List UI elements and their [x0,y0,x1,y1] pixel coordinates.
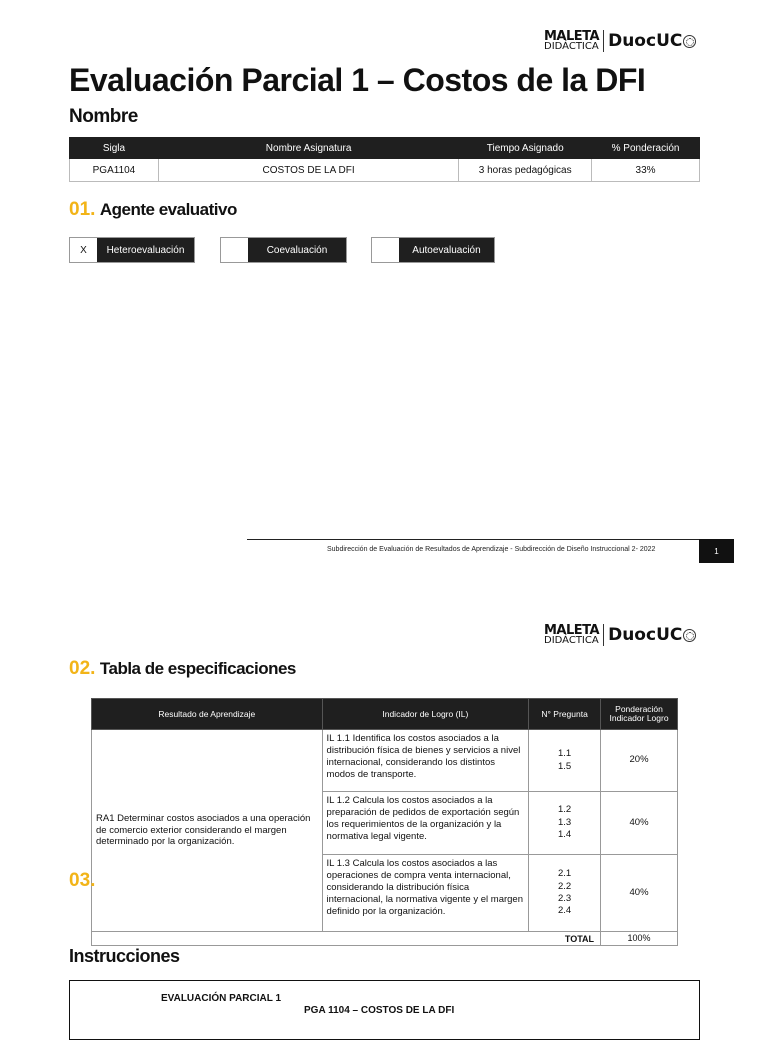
table-row [92,730,678,792]
question-number: 2.1 [558,868,572,880]
seal-icon [683,35,696,48]
cell-preguntas [529,855,601,932]
cell-indicador: IL 1.2 Calcula los costos asociados a la preparación de pedidos de exportación según los requerimientos de la organización y la normativa legal vigente. [322,792,529,855]
section-number-03: 03. [69,870,96,891]
name-label: Nombre [69,106,138,127]
page-title: Evaluación Parcial 1 – Costos de la DFI [69,62,646,98]
question-number: 1.5 [558,760,572,772]
section-number: 01. [69,199,96,220]
question-number: 2.2 [558,880,572,892]
cell-preguntas [529,730,601,792]
section-agente-heading [69,199,237,221]
agent-checkbox[interactable] [372,238,399,262]
cell-sigla: PGA1104 [70,159,159,182]
cell-nombre-asignatura: COSTOS DE LA DFI [158,159,458,182]
logo-maleta-text: MALETA [544,28,600,44]
header-n-pregunta: N° Pregunta [529,699,601,730]
logo-maleta-text: MALETA [544,622,600,638]
question-number: 1.4 [558,829,572,841]
agent-label: Autoevaluación [399,238,494,262]
question-number: 1.3 [558,816,572,828]
agent-heteroevaluacion[interactable] [69,237,195,263]
instructions-box [69,980,700,1040]
section-title: Tabla de especificaciones [99,659,296,678]
cell-ponderacion: 20% [601,730,678,792]
section-title: Agente evaluativo [99,200,237,219]
logo-duoc-text: DuocUC [608,625,683,645]
cell-preguntas [529,792,601,855]
page-number: 1 [699,539,734,563]
duoc-logo [544,624,696,646]
header-indicador-logro: Indicador de Logro (IL) [322,699,529,730]
total-value: 100% [601,932,678,946]
question-number: 1.1 [558,748,572,760]
instructions-line1: EVALUACIÓN PARCIAL 1 [161,993,282,1004]
question-number: 2.3 [558,893,572,904]
duoc-logo [544,30,696,52]
course-info-table [69,137,700,182]
instructions-line2: PGA 1104 – COSTOS DE LA DFI [304,1005,455,1016]
agent-autoevaluacion[interactable] [371,237,495,263]
total-label: TOTAL [322,932,601,946]
cell-tiempo-asignado: 3 horas pedagógicas [459,159,592,182]
footer-text: Subdirección de Evaluación de Resultados de Aprendizaje - Subdirección de Diseño Instruccional 2- 2022 [327,546,656,553]
logo-didactica-text: DIDÁCTICA [544,41,599,53]
section-number: 02. [69,658,96,679]
header-resultado-aprendizaje: Resultado de Aprendizaje [92,699,323,730]
cell-ponderacion: 33% [592,159,700,182]
section-especificaciones-heading [69,658,296,680]
specification-table [91,698,678,946]
footer-divider [247,539,699,540]
table-row [70,159,700,182]
agent-label: Heteroevaluación [97,238,194,262]
seal-icon [683,629,696,642]
question-number: 2.4 [558,905,572,917]
agent-checkbox[interactable] [221,238,248,262]
header-nombre-asignatura: Nombre Asignatura [158,138,458,159]
header-sigla: Sigla [70,138,159,159]
header-ponderacion: % Ponderación [592,138,700,159]
question-number: 1.2 [558,804,572,816]
cell-ponderacion: 40% [601,855,678,932]
cell-indicador: IL 1.3 Calcula los costos asociados a las operaciones de compra venta internacional, considerando la distribución física internacional, la normativa vigente y el margen definido por la organización. [322,855,529,932]
cell-resultado-aprendizaje: RA1 Determinar costos asociados a una operación de comercio exterior considerando el margen determinado por la organización. [92,730,323,932]
logo-didactica-text: DIDÁCTICA [544,635,599,647]
cell-indicador: IL 1.1 Identifica los costos asociados a la distribución física de bienes y servicios a nivel internacional, considerando los distintos modos de transporte. [322,730,529,792]
agent-coevaluacion[interactable] [220,237,347,263]
logo-duoc-text: DuocUC [608,31,683,51]
table-total-row [92,932,678,946]
agent-checkbox[interactable]: X [80,244,87,256]
cell-ponderacion: 40% [601,792,678,855]
instructions-title: Instrucciones [69,946,180,966]
agent-label: Coevaluación [248,238,346,262]
header-tiempo-asignado: Tiempo Asignado [459,138,592,159]
header-ponderacion-indicador: Ponderación Indicador Logro [601,699,678,730]
